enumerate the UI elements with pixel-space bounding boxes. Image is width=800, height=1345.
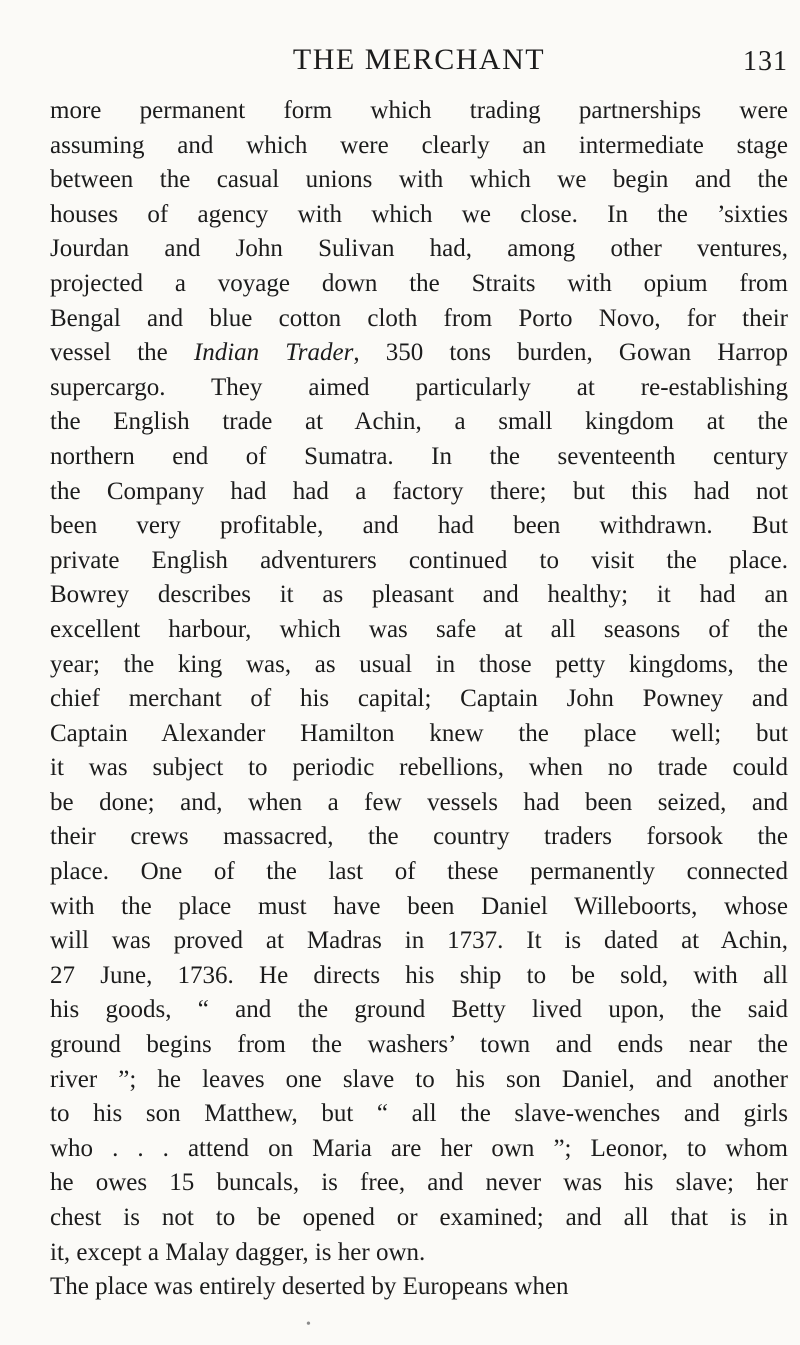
text-line: the Company had had a factory there; but this had not (50, 477, 788, 505)
running-head (50, 40, 788, 90)
text-line: year; the king was, as usual in those petty kingdoms, the (50, 650, 788, 678)
text-line: Bengal and blue cotton cloth from Porto Novo, for their (50, 304, 788, 332)
text-line: been very profitable, and had been withdrawn. But (50, 512, 788, 540)
text-line: Bowrey describes it as pleasant and healthy; it had an (50, 581, 788, 609)
text-line: be done; and, when a few vessels had been seized, and (50, 788, 788, 816)
text-line: his goods, “ and the ground Betty lived upon, the said (50, 996, 788, 1024)
text-line: Jourdan and John Sulivan had, among other ventures, (50, 235, 788, 263)
text-line: The place was entirely deserted by Europeans when (50, 1273, 569, 1301)
text-line: 27 June, 1736. He directs his ship to be sold, with all (50, 961, 788, 989)
text-line: their crews massacred, the country traders forsook the (50, 823, 788, 851)
print-speck: • (306, 1317, 311, 1332)
text-line: to his son Matthew, but “ all the slave-wenches and girls (50, 1100, 788, 1128)
text-line: he owes 15 buncals, is free, and never was his slave; her (50, 1169, 788, 1197)
text-line: chest is not to be opened or examined; and all that is in (50, 1204, 788, 1231)
text-line: private English adventurers continued to visit the place. (50, 546, 788, 574)
text-segment: vessel the (50, 339, 194, 367)
page-number: 131 (743, 46, 788, 77)
text-line: projected a voyage down the Straits with opium from (50, 269, 788, 297)
text-line: houses of agency with which we close. In the ’sixties (50, 200, 788, 228)
text-line: chief merchant of his capital; Captain John Powney and (50, 685, 788, 713)
body-text (50, 94, 788, 1305)
text-line: with the place must have been Daniel Willeboorts, whose (50, 892, 788, 920)
text-line: will was proved at Madras in 1737. It is dated at Achin, (50, 927, 788, 955)
text-line: the English trade at Achin, a small kingdom at the (50, 408, 788, 436)
text-line: river ”; he leaves one slave to his son Daniel, and another (50, 1065, 788, 1093)
text-line: excellent harbour, which was safe at all seasons of the (50, 615, 788, 643)
text-line: supercargo. They aimed particularly at re-establishing (50, 373, 788, 401)
text-line: it was subject to periodic rebellions, when no trade could (50, 754, 788, 782)
running-title: THE MERCHANT (292, 43, 546, 76)
text-line: between the casual unions with which we begin and the (50, 166, 788, 194)
text-segment: , 350 tons burden, Gowan Harrop (353, 339, 789, 367)
text-line: ground begins from the washers’ town and ends near the (50, 1031, 788, 1059)
ship-name: Indian Trader (193, 339, 354, 367)
text-line: who . . . attend on Maria are her own ”; Leonor, to whom (50, 1134, 788, 1162)
text-line: place. One of the last of these permanently connected (50, 858, 788, 886)
text-line: Captain Alexander Hamilton knew the place well; but (50, 719, 788, 747)
text-line: northern end of Sumatra. In the seventeenth century (50, 442, 788, 470)
text-line (50, 336, 788, 371)
text-line: assuming and which were clearly an intermediate stage (50, 131, 788, 159)
text-line: more permanent form which trading partnerships were (50, 97, 788, 124)
text-line: it, except a Malay dagger, is her own. (50, 1238, 426, 1266)
